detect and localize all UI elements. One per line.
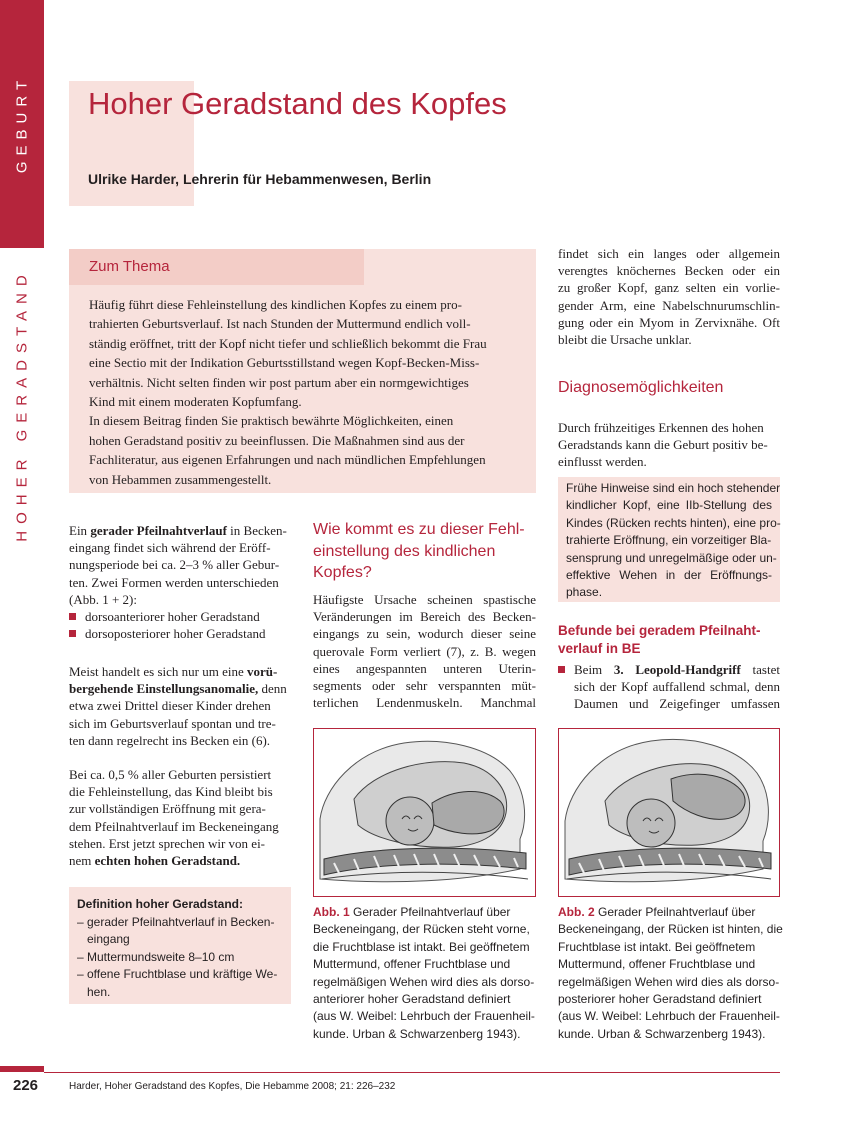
topic-line: eine Sectio mit der Indikation Geburtsstillstand wegen Kopf-Becken-Miss-: [89, 355, 480, 371]
hint-text: Frühe Hinweise sind ein hoch stehender kindlicher Kopf, eine IIb-Stellung des Kindes (Rücken rechts hinten), eine pro- trahierte Eröffnung, ein vorzeitiger Bla- sensprung und unregelmäßige oder un- effektive Wehen in der Eröffnungs- phase.: [566, 481, 781, 600]
bullet-square-icon: [558, 666, 565, 673]
footer-accent-bar: [0, 1066, 44, 1072]
pelvis-illustration-dorsoanterior: [314, 729, 535, 896]
section-heading-diagnosis: Diagnosemöglichkeiten: [558, 379, 724, 396]
section-heading-causes: Wie kommt es zu dieser Fehl- einstellung des kindlichen Kopfes?: [313, 521, 525, 581]
persistence-paragraph: Bei ca. 0,5 % aller Geburten persistiert die Fehleinstellung, das Kind bleibt bis zur vollständigen Eröffnung mit gera- dem Pfeilnahtverlauf im Beckeneingang stehen. Erst jetzt sprechen wir von ei- nem echten hohen Geradstand.: [69, 767, 279, 869]
bullet-square-icon: [69, 613, 76, 620]
topic-line: Fachliteratur, aus eigenen Erfahrungen und nach mündlichen Empfehlungen: [89, 452, 486, 468]
figure-1-caption: Abb. 1 Gerader Pfeilnahtverlauf über Beckeneingang, der Rücken steht vorne, die Fruchtblase ist intakt. Bei geöffnetem Muttermund, offener Fruchtblase und regelmäßigen Wehen wird dies als dorso- anteriorer hoher Geradstand definiert (aus W. Weibel: Lehrbuch der Frauenheil- kunde. Urban & Schwarzenberg 1943).: [313, 905, 535, 1041]
causes-paragraph: Häufigste Ursache scheinen spastische Veränderungen im Bereich des Becken- eingangs zu sein, wodurch dieser seine querovale Form verliert (7), z. B. wegen eines angespannten unteren Uterin- segments oder sehr verspannten müt- terlichen Lendenmuskeln. Manchmal: [313, 592, 536, 711]
list-item: Beim 3. Leopold-Handgriff tastet sich der Kopf auffallend schmal, denn Daumen und Zeigefinger umfassen: [558, 661, 780, 713]
causes-continued-paragraph: findet sich ein langes oder allgemein verengtes knöchernes Becken oder ein zu großer Kopf, ganz selten ein vorlie- gender Arm, eine Nabelschnurumschlin- gung oder ein Myom in Zervixnähe. Oft bleibt die Ursache unklar.: [558, 246, 780, 348]
definition-text: [77, 896, 287, 1001]
author-line: Ulrike Harder, Lehrerin für Hebammenwesen, Berlin: [88, 171, 432, 187]
page-number: 226: [13, 1077, 39, 1094]
topic-line: In diesem Beitrag finden Sie praktisch bewährte Möglichkeiten, einen: [89, 413, 454, 429]
topic-line: Häufig führt diese Fehleinstellung des kindlichen Kopfes zu einem pro-: [89, 297, 462, 312]
anomaly-paragraph: Meist handelt es sich nur um eine vorü- bergehende Einstellungsanomalie, denn etwa zwei Drittel dieser Kinder drehen sich im Geburtsverlauf spontan und tre- ten dann regelrecht ins Becken ein (6).: [69, 664, 287, 748]
definition-item: – offene Fruchtblase und kräftige We- hen.: [77, 967, 278, 999]
topic-heading: Zum Thema: [89, 258, 170, 275]
topic-line: hohen Geradstand positiv zu beeinflussen. Die Maßnahmen sind aus der: [89, 432, 465, 448]
topic-line: verhältnis. Nicht selten finden wir post partum aber ein normgewichtiges: [89, 374, 469, 390]
definition-item: – gerader Pfeilnahtverlauf in Becken- eingang: [77, 914, 275, 946]
definition-item: – Muttermundsweite 8–10 cm: [77, 949, 235, 964]
topic-text: [89, 295, 519, 489]
findings-paragraph: [558, 661, 780, 713]
figure-2-caption: Abb. 2 Gerader Pfeilnahtverlauf über Beckeneingang, der Rücken ist hinten, die Fruchtblase ist intakt. Bei geöffnetem Muttermund, offener Fruchtblase und regelmäßigen Wehen wird dies als dorso- posteriorer hoher Geradstand definiert (aus W. Weibel: Lehrbuch der Frauenheil- kunde. Urban & Schwarzenberg 1943).: [558, 905, 783, 1041]
intro-paragraph: Ein gerader Pfeilnahtverlauf in Becken- eingang findet sich während der Eröff- nungsperiode bei ca. 2–3 % aller Gebur- ten. Zwei Formen werden unterschieden (Abb. 1 + 2): dorsoanteriorer hoher Geradstand dorsoposteriorer hoher Geradstand: [69, 522, 292, 642]
figure-1-frame: [313, 728, 536, 897]
footer-rule: [44, 1072, 780, 1073]
footer-citation: Harder, Hoher Geradstand des Kopfes, Die Hebamme 2008; 21: 226–232: [69, 1081, 396, 1092]
topic-line: trahierten Geburtsverlauf. Ist nach Stunden der Muttermund endlich voll-: [89, 316, 471, 332]
pelvis-illustration-dorsoposterior: [559, 729, 779, 896]
bullet-square-icon: [69, 630, 76, 637]
definition-heading: Definition hoher Geradstand:: [77, 897, 244, 911]
topic-line: von Hebammen zusammengestellt.: [89, 471, 272, 487]
list-item: dorsoanteriorer hoher Geradstand: [69, 608, 292, 625]
page-title: Hoher Geradstand des Kopfes: [88, 86, 507, 121]
topic-line: Kind mit einem moderaten Kopfumfang.: [89, 394, 302, 410]
figure-2-frame: [558, 728, 780, 897]
list-item: dorsoposteriorer hoher Geradstand: [69, 625, 292, 642]
diagnosis-paragraph: Durch frühzeitiges Erkennen des hohen Geradstands kann die Geburt positiv be- einflusst werden.: [558, 420, 768, 470]
topic-line: ständig eröffnet, tritt der Kopf nicht tiefer und schließlich bekommt die Frau: [89, 335, 487, 351]
subheading-findings: Befunde bei geradem Pfeilnaht- verlauf in BE: [558, 623, 761, 656]
